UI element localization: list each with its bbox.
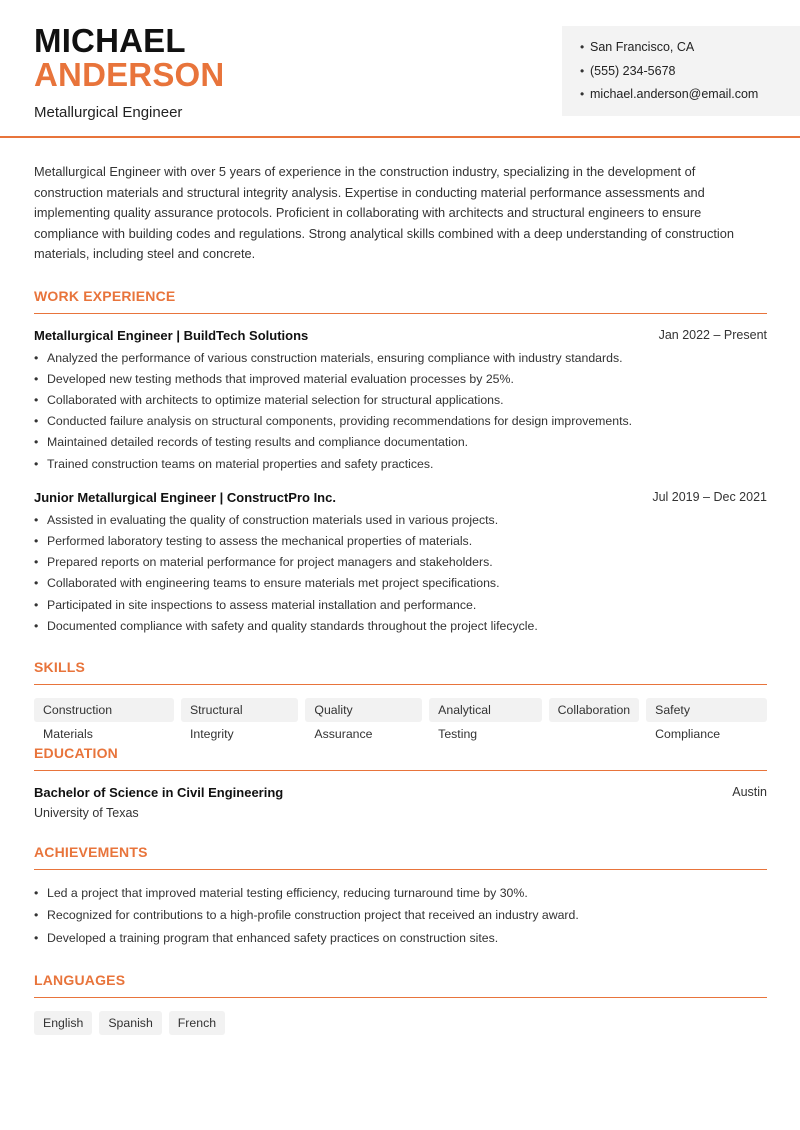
achievements-section-title: ACHIEVEMENTS bbox=[34, 844, 767, 870]
education-section-title: EDUCATION bbox=[34, 745, 767, 771]
skill-chip: Collaboration bbox=[549, 698, 639, 722]
list-item: • Developed a training program that enhanced safety practices on construction sites. bbox=[34, 927, 767, 950]
achievements-list bbox=[34, 882, 767, 950]
summary-paragraph: Metallurgical Engineer with over 5 years of experience in the construction industry, specializing in the development of construction materials and structural integrity analysis. Expertise in conducting material performance assessments and implementing quality assurance protocols. Proficient in collaborating with architects and structural engineers to ensure compliance with building codes and regulations. Strong analytical skills combined with a deep understanding of construction materials, including steel and concrete. bbox=[34, 164, 734, 261]
edu-location: Austin bbox=[732, 785, 767, 800]
phone-text: (555) 234-5678 bbox=[590, 63, 676, 78]
bullet-icon: • bbox=[580, 63, 585, 78]
list-item: • Developed new testing methods that improved material evaluation processes by 25%. bbox=[34, 369, 767, 390]
job-entry-1 bbox=[34, 328, 767, 475]
list-item: • Collaborated with architects to optimize material selection for structural applications. bbox=[34, 390, 767, 411]
education-entry bbox=[34, 785, 767, 820]
email-text: michael.anderson@email.com bbox=[590, 87, 759, 101]
job-title: Metallurgical Engineer bbox=[34, 104, 183, 121]
resume-content bbox=[34, 162, 767, 1035]
languages-section bbox=[34, 972, 767, 1035]
list-item: • Prepared reports on material performance for project managers and stakeholders. bbox=[34, 552, 767, 573]
skill-chip: Construction Materials bbox=[34, 698, 174, 722]
skills-section bbox=[34, 658, 767, 741]
name-block bbox=[34, 24, 224, 121]
list-item: • Maintained detailed records of testing results and compliance documentation. bbox=[34, 432, 767, 453]
list-item: • Led a project that improved material testing efficiency, reducing turnaround time by 30%. bbox=[34, 882, 767, 905]
job-bullets bbox=[34, 510, 767, 637]
languages-section-title: LANGUAGES bbox=[34, 972, 767, 998]
job-bullets bbox=[34, 348, 767, 475]
edu-school: University of Texas bbox=[34, 805, 139, 820]
location-text: San Francisco, CA bbox=[590, 40, 695, 54]
resume-header bbox=[0, 0, 800, 138]
job-role: Junior Metallurgical Engineer | ConstructPro Inc. bbox=[34, 489, 336, 505]
job-role: Metallurgical Engineer | BuildTech Solutions bbox=[34, 327, 309, 343]
bullet-icon: • bbox=[580, 40, 585, 54]
work-section-title: WORK EXPERIENCE bbox=[34, 288, 767, 314]
last-name: ANDERSON bbox=[34, 56, 225, 93]
list-item: • Analyzed the performance of various construction materials, ensuring compliance with industry standards. bbox=[34, 348, 767, 369]
list-item: • Performed laboratory testing to assess the mechanical properties of materials. bbox=[34, 531, 767, 552]
list-item: • Assisted in evaluating the quality of construction materials used in various projects. bbox=[34, 510, 767, 531]
education-section bbox=[34, 745, 767, 820]
language-chip: English bbox=[34, 1011, 92, 1035]
list-item: • Participated in site inspections to assess material installation and performance. bbox=[34, 595, 767, 616]
list-item: • Trained construction teams on material properties and safety practices. bbox=[34, 454, 767, 475]
contact-phone bbox=[580, 62, 800, 86]
list-item: • Collaborated with engineering teams to ensure materials met project specifications. bbox=[34, 573, 767, 594]
list-item: • Recognized for contributions to a high-profile construction project that received an industry award. bbox=[34, 904, 767, 927]
skill-chip: Safety Compliance bbox=[646, 698, 767, 722]
skill-chip: Analytical Testing bbox=[429, 698, 541, 722]
language-chip: Spanish bbox=[99, 1011, 161, 1035]
contact-box bbox=[562, 26, 800, 116]
contact-email bbox=[580, 85, 800, 109]
language-chip: French bbox=[169, 1011, 225, 1035]
list-item: • Conducted failure analysis on structural components, providing recommendations for design improvements. bbox=[34, 411, 767, 432]
skills-chips bbox=[34, 698, 767, 741]
list-item: • Documented compliance with safety and quality standards throughout the project lifecycle. bbox=[34, 616, 767, 637]
work-section bbox=[34, 288, 767, 637]
language-chips bbox=[34, 1011, 767, 1035]
job-date: Jul 2019 – Dec 2021 bbox=[652, 490, 767, 505]
bullet-icon: • bbox=[580, 87, 585, 101]
job-entry-2 bbox=[34, 490, 767, 637]
first-name: MICHAEL bbox=[34, 22, 186, 59]
contact-location bbox=[580, 38, 800, 62]
skills-section-title: SKILLS bbox=[34, 659, 767, 685]
job-date: Jan 2022 – Present bbox=[658, 328, 767, 342]
edu-degree: Bachelor of Science in Civil Engineering bbox=[34, 784, 284, 800]
achievements-section bbox=[34, 844, 767, 950]
skill-chip: Quality Assurance bbox=[305, 698, 422, 722]
skill-chip: Structural Integrity bbox=[181, 698, 298, 722]
